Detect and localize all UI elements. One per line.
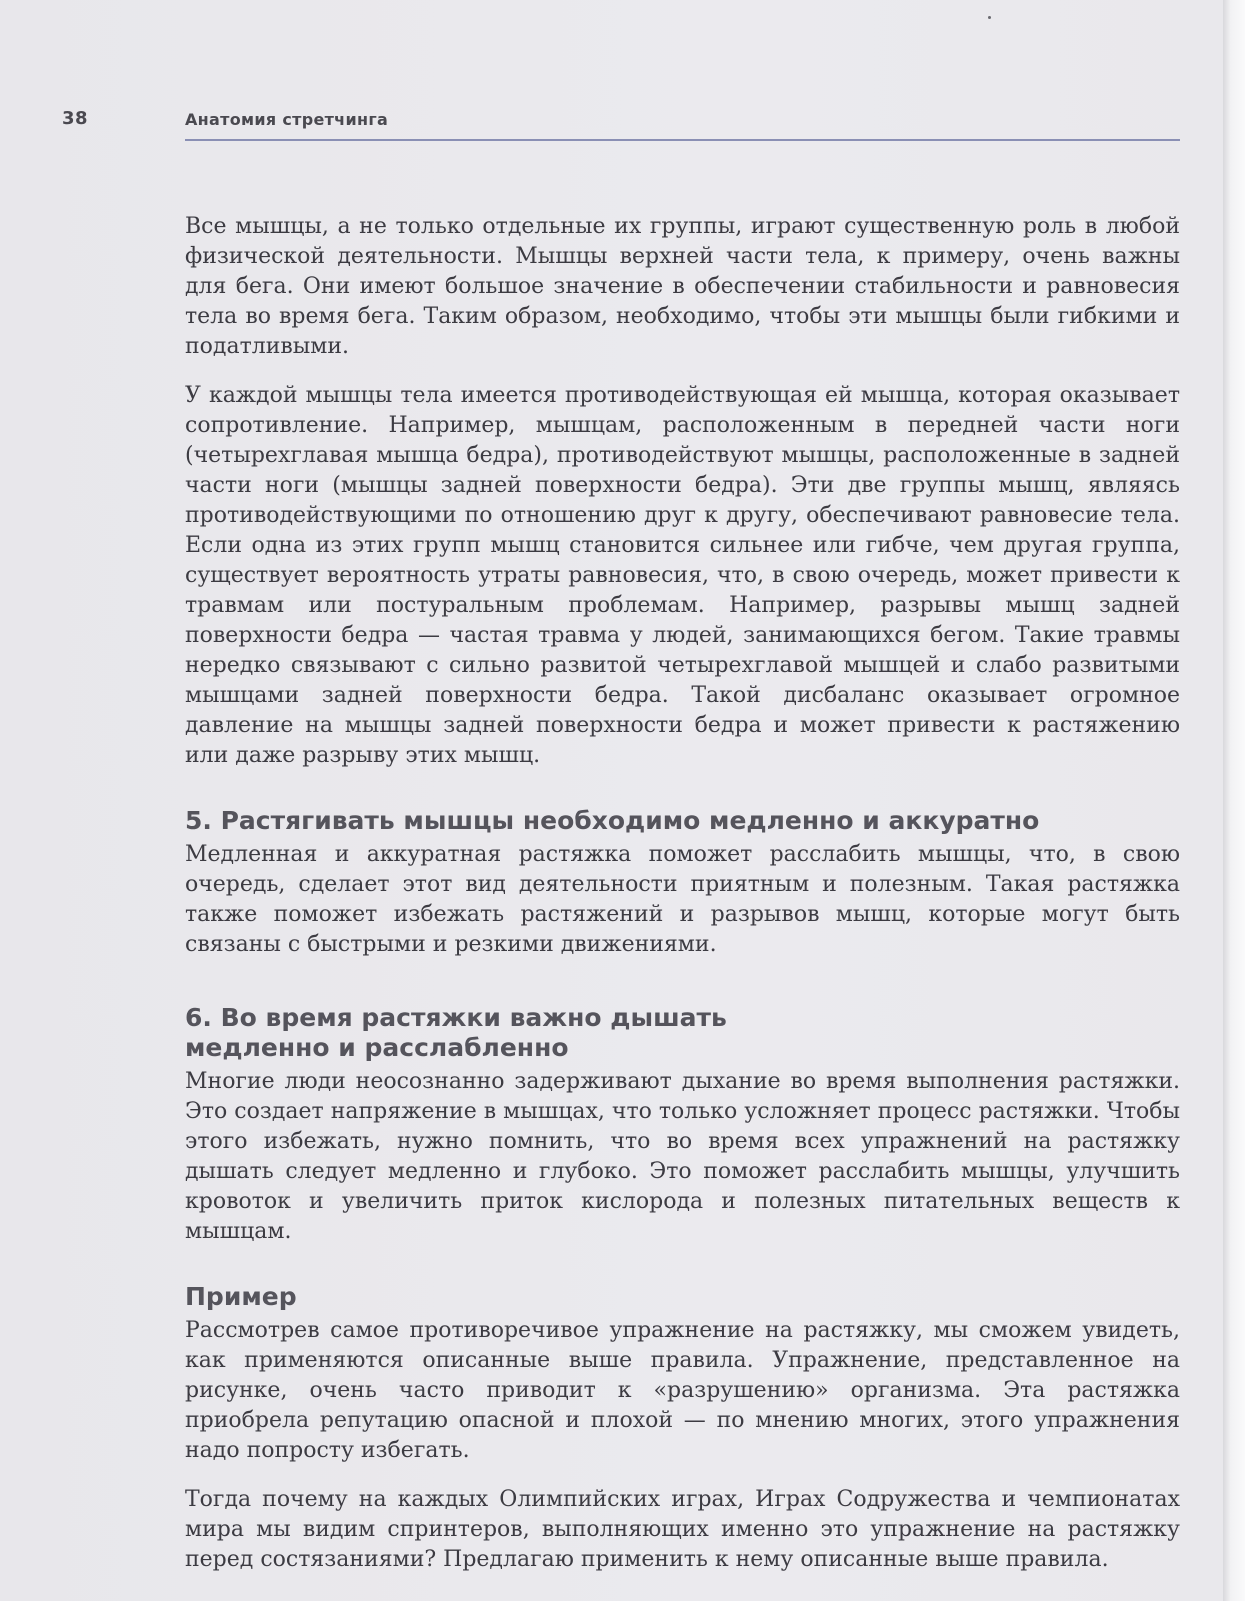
section-heading-6-line-1: 6. Во время растяжки важно дышать: [185, 1003, 727, 1032]
paragraph-2: У каждой мышцы тела имеется противодействующая ей мышца, которая оказывает сопротивление. Например, мышцам, расположенным в передней части ноги (четырехглавая мышца бедра), противодействуют мышцы, расположенные в задней части ноги (мышцы задней поверхности бедра). Эти две группы мышц, являясь противодействующими по отношению друг к другу, обеспечивают равновесие тела. Если одна из этих групп мышц становится сильнее или гибче, чем другая группа, существует вероятность утраты равновесия, что, в свою очередь, может привести к травмам или постуральным проблемам. Например, разрывы мышц задней поверхности бедра — частая травма у людей, занимающихся бегом. Такие травмы нередко связывают с сильно развитой четырехглавой мышцей и слабо развитыми мышцами задней поверхности бедра. Такой дисбаланс оказывает огромное давление на мышцы задней поверхности бедра и может привести к растяжению или даже разрыву этих мышц.: [185, 383, 1180, 768]
section-heading-5: 5. Растягивать мышцы необходимо медленно и аккуратно: [185, 806, 1040, 835]
scan-speck: [988, 16, 991, 19]
paragraph-6: Тогда почему на каждых Олимпийских играх, Играх Содружества и чемпионатах мира мы видим спринтеров, выполняющих именно это упражнение на растяжку перед состязаниями? Предлагаю применить к нему описанные выше правила.: [185, 1487, 1180, 1572]
paragraph-5: Рассмотрев самое противоречивое упражнение на растяжку, мы сможем увидеть, как применяются описанные выше правила. Упражнение, представленное на рисунке, очень часто приводит к «разрушению» организма. Эта растяжка приобрела репутацию опасной и плохой — по мнению многих, этого упражнения надо попросту избегать.: [185, 1318, 1180, 1463]
page-number: 38: [62, 108, 89, 129]
section-heading-6-line-2: медленно и расслабленно: [185, 1033, 569, 1062]
paragraph-1: Все мышцы, а не только отдельные их группы, играют существенную роль в любой физической деятельности. Мышцы верхней части тела, к примеру, очень важны для бега. Они имеют большое значение в обеспечении стабильности и равновесия тела во время бега. Таким образом, необходимо, чтобы эти мышцы были гибкими и податливыми.: [185, 214, 1180, 359]
running-title: Анатомия стретчинга: [185, 110, 389, 129]
paragraph-4: Многие люди неосознанно задерживают дыхание во время выполнения растяжки. Это создает напряжение в мышцах, что только усложняет процесс растяжки. Чтобы этого избежать, нужно помнить, что во время всех упражнений на растяжку дышать следует медленно и глубоко. Это поможет расслабить мышцы, улучшить кровоток и увеличить приток кислорода и полезных питательных веществ к мышцам.: [185, 1069, 1180, 1244]
header-rule: [185, 139, 1180, 141]
example-heading: Пример: [185, 1282, 297, 1311]
section-heading-6: [185, 1003, 1180, 1063]
page-body: [185, 212, 1180, 1575]
paragraph-3: Медленная и аккуратная растяжка поможет расслабить мышцы, что, в свою очередь, сделает этот вид деятельности приятным и полезным. Такая растяжка также поможет избежать растяжений и разрывов мышц, которые могут быть связаны с быстрыми и резкими движениями.: [185, 842, 1180, 957]
page-edge: [1223, 0, 1245, 1601]
